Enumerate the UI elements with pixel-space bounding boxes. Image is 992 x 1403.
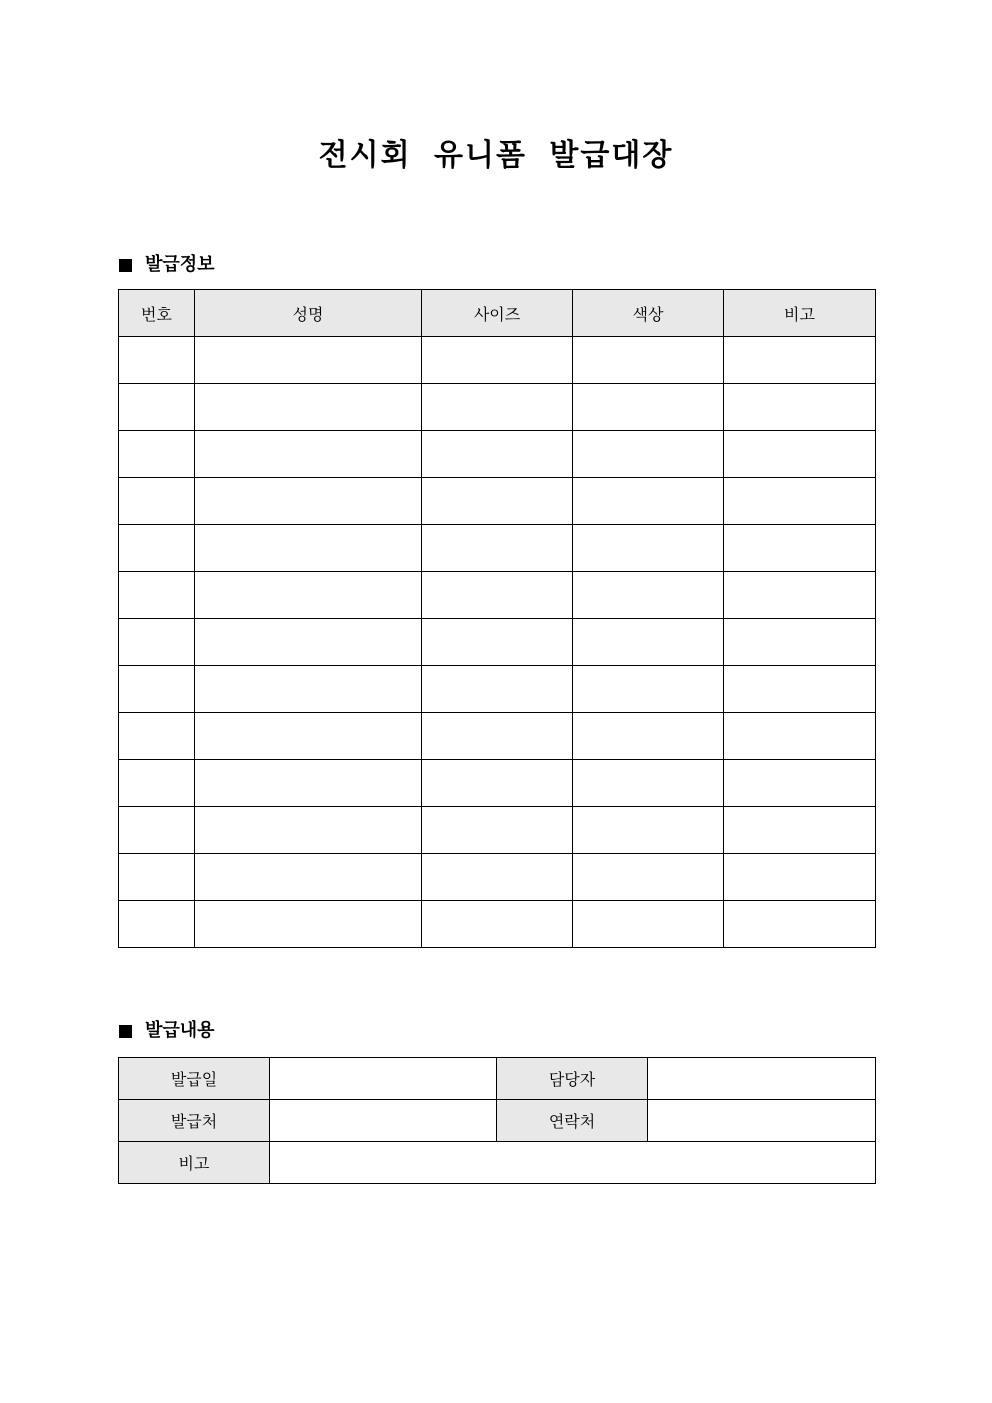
- section-heading-issue-detail: [119, 1019, 215, 1043]
- remarks-cell[interactable]: [270, 1142, 876, 1184]
- table-row: [119, 525, 876, 572]
- issue-date-label: 발급일: [119, 1058, 270, 1100]
- table-row: [119, 619, 876, 666]
- size-cell[interactable]: [422, 525, 573, 572]
- name-cell[interactable]: [195, 901, 422, 948]
- color-cell[interactable]: [573, 337, 724, 384]
- issue-detail-table: [118, 1057, 876, 1184]
- remarks-cell[interactable]: [724, 619, 876, 666]
- square-bullet-icon: [119, 1025, 132, 1038]
- color-cell[interactable]: [573, 619, 724, 666]
- color-cell[interactable]: [573, 666, 724, 713]
- table-row: [119, 713, 876, 760]
- color-cell[interactable]: [573, 713, 724, 760]
- column-header-size: 사이즈: [422, 290, 573, 337]
- manager-cell[interactable]: [648, 1058, 876, 1100]
- issuer-label: 발급처: [119, 1100, 270, 1142]
- issuer-cell[interactable]: [270, 1100, 497, 1142]
- size-cell[interactable]: [422, 337, 573, 384]
- column-header-name: 성명: [195, 290, 422, 337]
- number-cell[interactable]: [119, 901, 195, 948]
- section-heading-label: 발급정보: [145, 254, 215, 275]
- name-cell[interactable]: [195, 337, 422, 384]
- table-row: [119, 1058, 876, 1100]
- size-cell[interactable]: [422, 478, 573, 525]
- color-cell[interactable]: [573, 478, 724, 525]
- manager-label: 담당자: [497, 1058, 648, 1100]
- number-cell[interactable]: [119, 337, 195, 384]
- remarks-cell[interactable]: [724, 337, 876, 384]
- size-cell[interactable]: [422, 431, 573, 478]
- remarks-cell[interactable]: [724, 666, 876, 713]
- color-cell[interactable]: [573, 760, 724, 807]
- page-title: 전시회 유니폼 발급대장: [318, 138, 674, 173]
- column-header-number: 번호: [119, 290, 195, 337]
- number-cell[interactable]: [119, 854, 195, 901]
- color-cell[interactable]: [573, 431, 724, 478]
- size-cell[interactable]: [422, 713, 573, 760]
- section-heading-label: 발급내용: [145, 1020, 215, 1041]
- size-cell[interactable]: [422, 854, 573, 901]
- color-cell[interactable]: [573, 807, 724, 854]
- table-row: [119, 431, 876, 478]
- number-cell[interactable]: [119, 666, 195, 713]
- column-header-remarks: 비고: [724, 290, 876, 337]
- contact-label: 연락처: [497, 1100, 648, 1142]
- remarks-cell[interactable]: [724, 478, 876, 525]
- color-cell[interactable]: [573, 525, 724, 572]
- number-cell[interactable]: [119, 619, 195, 666]
- issue-info-table: [118, 289, 876, 948]
- contact-cell[interactable]: [648, 1100, 876, 1142]
- number-cell[interactable]: [119, 525, 195, 572]
- remarks-cell[interactable]: [724, 854, 876, 901]
- color-cell[interactable]: [573, 384, 724, 431]
- table-row: [119, 666, 876, 713]
- remarks-label: 비고: [119, 1142, 270, 1184]
- table-header-row: [119, 290, 876, 337]
- table-row: [119, 901, 876, 948]
- table-row: [119, 760, 876, 807]
- remarks-cell[interactable]: [724, 807, 876, 854]
- remarks-cell[interactable]: [724, 572, 876, 619]
- name-cell[interactable]: [195, 713, 422, 760]
- column-header-color: 색상: [573, 290, 724, 337]
- size-cell[interactable]: [422, 807, 573, 854]
- number-cell[interactable]: [119, 713, 195, 760]
- issue-date-cell[interactable]: [270, 1058, 497, 1100]
- name-cell[interactable]: [195, 384, 422, 431]
- table-row: [119, 807, 876, 854]
- table-row: [119, 384, 876, 431]
- number-cell[interactable]: [119, 384, 195, 431]
- size-cell[interactable]: [422, 619, 573, 666]
- number-cell[interactable]: [119, 572, 195, 619]
- name-cell[interactable]: [195, 666, 422, 713]
- remarks-cell[interactable]: [724, 713, 876, 760]
- number-cell[interactable]: [119, 807, 195, 854]
- name-cell[interactable]: [195, 619, 422, 666]
- name-cell[interactable]: [195, 431, 422, 478]
- number-cell[interactable]: [119, 478, 195, 525]
- table-row: [119, 337, 876, 384]
- color-cell[interactable]: [573, 901, 724, 948]
- remarks-cell[interactable]: [724, 760, 876, 807]
- name-cell[interactable]: [195, 807, 422, 854]
- number-cell[interactable]: [119, 760, 195, 807]
- table-row: [119, 478, 876, 525]
- size-cell[interactable]: [422, 666, 573, 713]
- number-cell[interactable]: [119, 431, 195, 478]
- name-cell[interactable]: [195, 478, 422, 525]
- name-cell[interactable]: [195, 572, 422, 619]
- size-cell[interactable]: [422, 572, 573, 619]
- table-row: [119, 572, 876, 619]
- table-row: [119, 854, 876, 901]
- square-bullet-icon: [119, 259, 132, 272]
- remarks-cell[interactable]: [724, 525, 876, 572]
- size-cell[interactable]: [422, 901, 573, 948]
- size-cell[interactable]: [422, 384, 573, 431]
- name-cell[interactable]: [195, 525, 422, 572]
- remarks-cell[interactable]: [724, 431, 876, 478]
- name-cell[interactable]: [195, 760, 422, 807]
- size-cell[interactable]: [422, 760, 573, 807]
- table-row: [119, 1100, 876, 1142]
- name-cell[interactable]: [195, 854, 422, 901]
- section-heading-issue-info: [119, 253, 215, 277]
- remarks-cell[interactable]: [724, 901, 876, 948]
- table-row: [119, 1142, 876, 1184]
- color-cell[interactable]: [573, 572, 724, 619]
- color-cell[interactable]: [573, 854, 724, 901]
- remarks-cell[interactable]: [724, 384, 876, 431]
